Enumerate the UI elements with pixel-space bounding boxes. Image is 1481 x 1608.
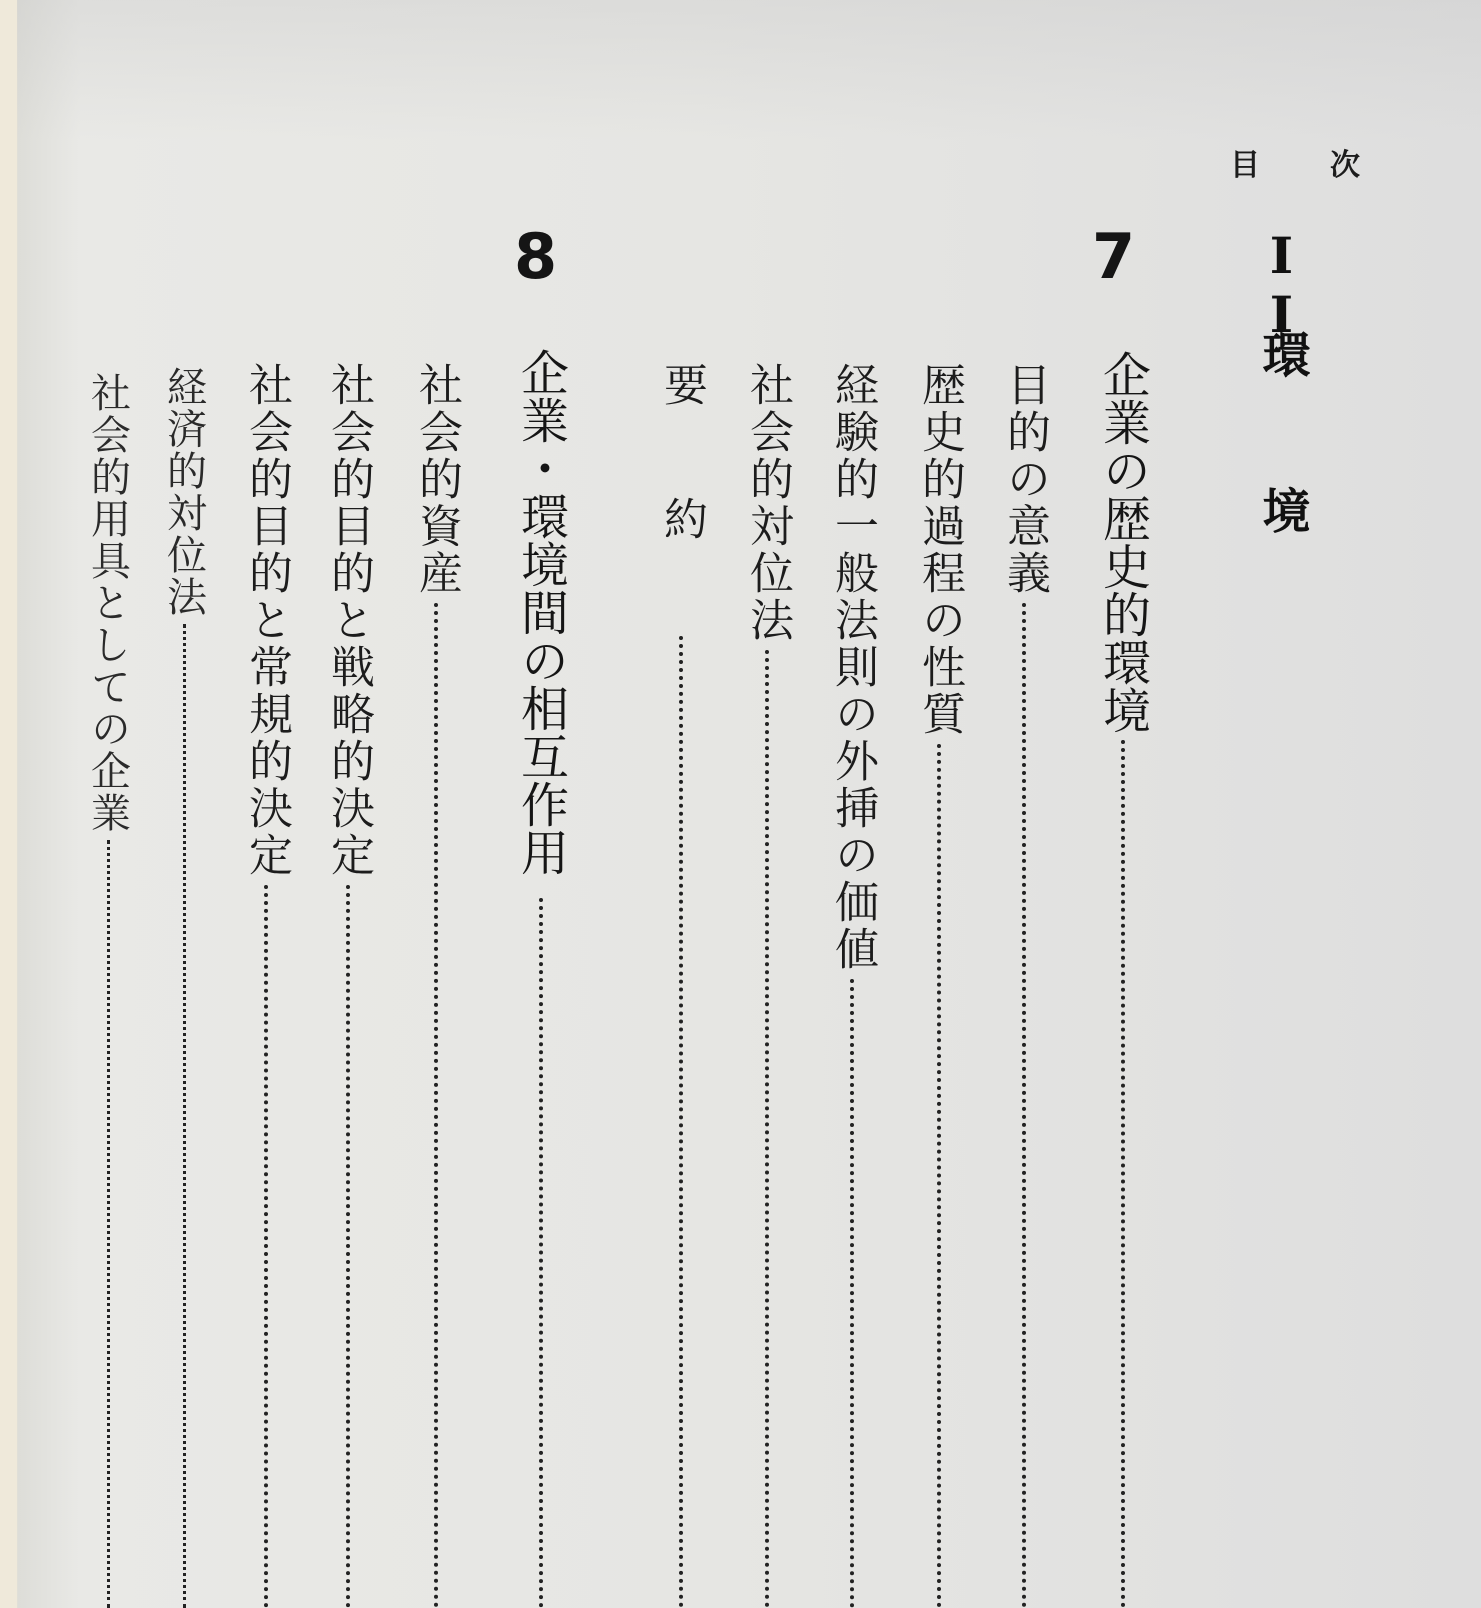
entry-title: 社会的目的と常規的決定	[241, 362, 292, 879]
toc-entry[interactable]	[741, 0, 793, 1608]
leader-dots	[539, 898, 543, 1608]
leader-dots	[183, 624, 186, 1608]
chapter-title-entry[interactable]	[510, 0, 572, 1608]
part-number: II	[1252, 226, 1311, 344]
entry-title: 社会的用具としての企業	[84, 372, 131, 834]
toc-entry[interactable]	[913, 0, 965, 1608]
chapter-number: 7	[1092, 220, 1136, 293]
leader-dots	[107, 840, 110, 1608]
entry-title: 経験的一般法則の外挿の価値	[827, 362, 878, 973]
leader-dots	[937, 744, 941, 1608]
leader-dots	[1022, 603, 1026, 1608]
part-title: 環境	[1254, 330, 1310, 642]
page-edge	[0, 0, 17, 1608]
toc-entry[interactable]	[998, 0, 1050, 1608]
leader-dots	[765, 650, 769, 1608]
leader-dots	[1121, 740, 1125, 1608]
chapter-number: 8	[514, 220, 558, 293]
chapter-title-entry[interactable]	[1092, 0, 1154, 1608]
entry-title: 要約	[656, 362, 707, 630]
leader-dots	[434, 603, 438, 1608]
entry-title: 社会的目的と戦略的決定	[323, 362, 374, 879]
running-head: 目次	[1230, 148, 1430, 183]
leader-dots	[264, 885, 268, 1608]
leader-dots	[346, 885, 350, 1608]
toc-entry[interactable]	[240, 0, 292, 1608]
toc-entry[interactable]	[410, 0, 462, 1608]
chapter-title: 企業の歴史的環境	[1094, 350, 1151, 734]
toc-entry[interactable]	[84, 0, 132, 1608]
entry-title: 社会的資産	[411, 362, 462, 597]
leader-dots	[679, 636, 683, 1608]
entry-title: 社会的対位法	[742, 362, 793, 644]
entry-title: 歴史的過程の性質	[914, 362, 965, 738]
chapter-title: 企業・環境間の相互作用	[512, 348, 569, 876]
toc-entry[interactable]	[322, 0, 374, 1608]
entry-title: 経済的対位法	[160, 366, 207, 618]
entry-title: 目的の意義	[999, 362, 1050, 597]
leader-dots	[850, 979, 854, 1608]
toc-entry[interactable]	[655, 0, 707, 1608]
toc-entry[interactable]	[160, 0, 208, 1608]
toc-entry[interactable]	[826, 0, 878, 1608]
